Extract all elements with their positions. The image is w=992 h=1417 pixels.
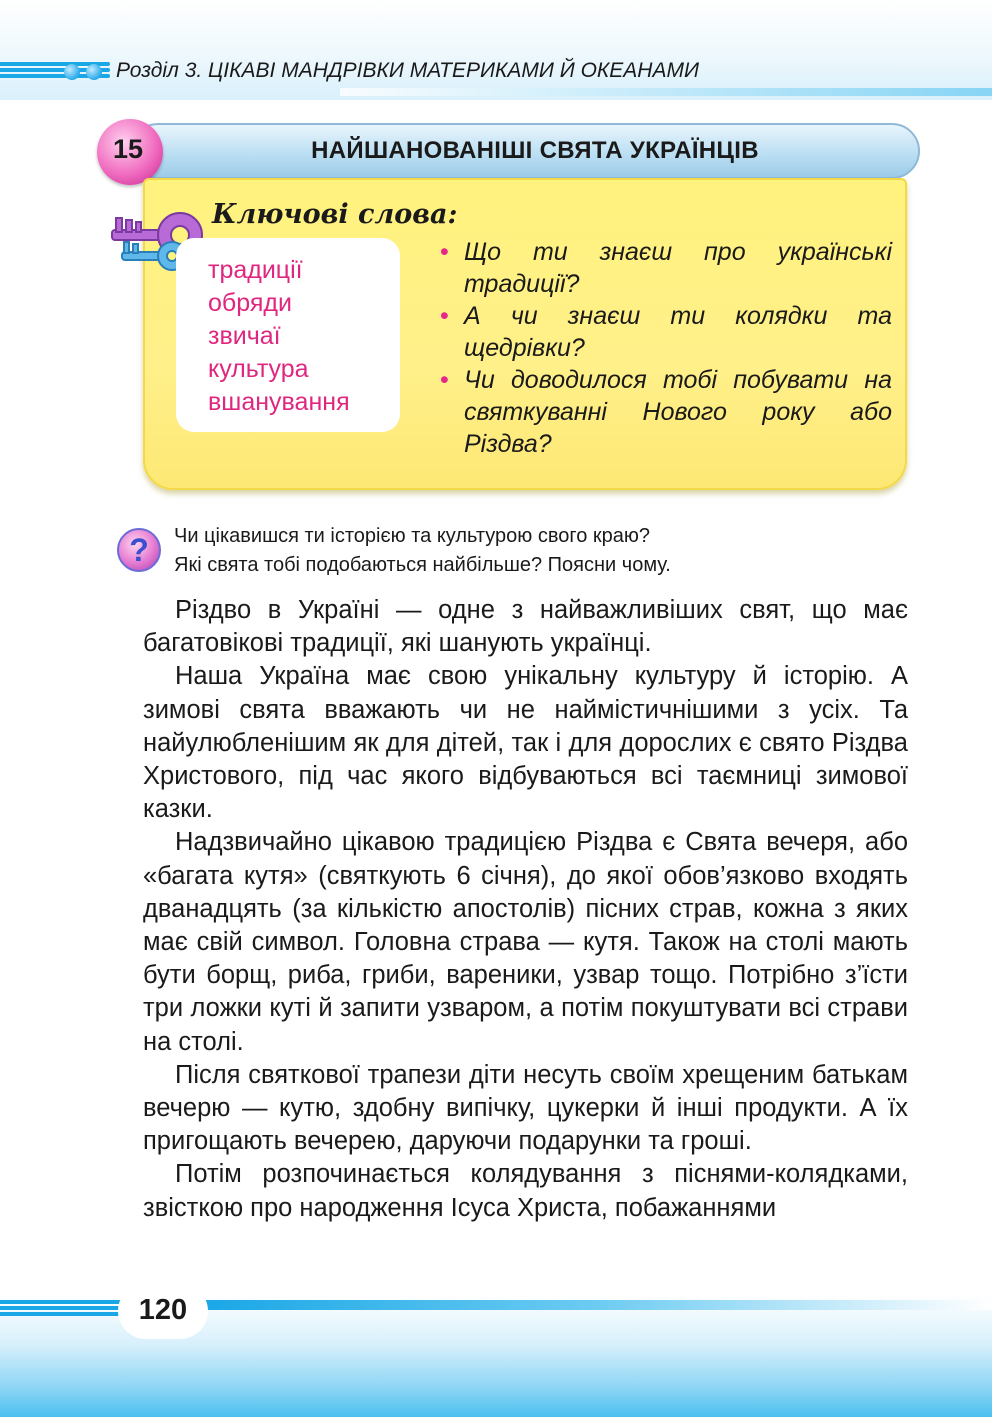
page-number: 120 xyxy=(138,1294,188,1326)
header-dot-icon xyxy=(86,64,102,80)
keyword-item: обряди xyxy=(208,289,292,317)
paragraph: Надзвичайно цікавою традицією Різдва є Свята вечеря, або «багата кутя» (святкують 6 січня), до якої обов’язково входять дванадцять (за кількістю апостолів) пісних страв, кожна з яких має свій символ. Головна страва — кутя. Також на столі мають бути борщ, риба, гриби, вареники, узвар тощо. Потрібно з’їсти три ложки куті й запити узваром, а потім покуштувати всі страви на столі. xyxy=(143,828,908,1056)
paragraph: Різдво в Україні — одне з найважливіших свят, що має багатовікові традиції, які шанують українці. xyxy=(143,596,908,658)
intro-line: Чи цікавишся ти історією та культурою свого краю? xyxy=(174,525,651,547)
paragraph: Наша Україна має свою унікальну культуру й історію. А зимові свята вважають чи не наймістичнішими з усіх. Та найулюбленішим як для дітей, так і для дорослих є свято Різдва Христового, під час якого відбуваються всі таємниці зимової казки. xyxy=(143,662,908,824)
keywords-title: Ключові слова: xyxy=(212,199,458,230)
keyword-item: звичаї xyxy=(208,322,281,350)
questions-list xyxy=(440,236,892,460)
footer-rule xyxy=(200,1300,992,1310)
footer-stripes xyxy=(0,1300,130,1318)
body-text xyxy=(143,594,908,1225)
paragraph: Після святкової трапези діти несуть своїм хрещеним батькам вечерю — кутю, здобну випічку, цукерки й інші продукти. А їх пригощають вечерею, даруючи подарунки та гроші. xyxy=(143,1060,908,1156)
top-header-band xyxy=(0,0,992,100)
lesson-number: 15 xyxy=(112,134,144,164)
section-title: Розділ 3. ЦІКАВІ МАНДРІВКИ МАТЕРИКАМИ Й ОКЕАНАМИ xyxy=(116,59,699,82)
keywords-list xyxy=(208,254,350,419)
keyword-item: традиції xyxy=(208,256,303,284)
paragraph: Потім розпочинається колядування з піснями-колядками, звісткою про народження Ісуса Христа, побажаннями xyxy=(143,1160,908,1222)
lesson-title: НАЙШАНОВАНІШІ СВЯТА УКРАЇНЦІВ xyxy=(311,137,759,164)
header-dot-icon xyxy=(64,64,80,80)
keyword-item: вшанування xyxy=(208,388,350,416)
question-item: • А чи знаєш ти колядки та щедрівки? xyxy=(440,300,892,364)
question-item: • Чи доводилося тобі побувати на святкуванні Нового року або Різдва? xyxy=(440,364,892,460)
header-rule xyxy=(340,88,992,96)
intro-line: Які свята тобі подобаються найбільше? Поясни чому. xyxy=(174,554,671,576)
keyword-item: культура xyxy=(208,355,309,383)
intro-questions xyxy=(174,522,671,580)
question-item: • Що ти знаєш про українські традиції? xyxy=(440,236,892,300)
question-mark-icon: ? xyxy=(117,528,161,572)
